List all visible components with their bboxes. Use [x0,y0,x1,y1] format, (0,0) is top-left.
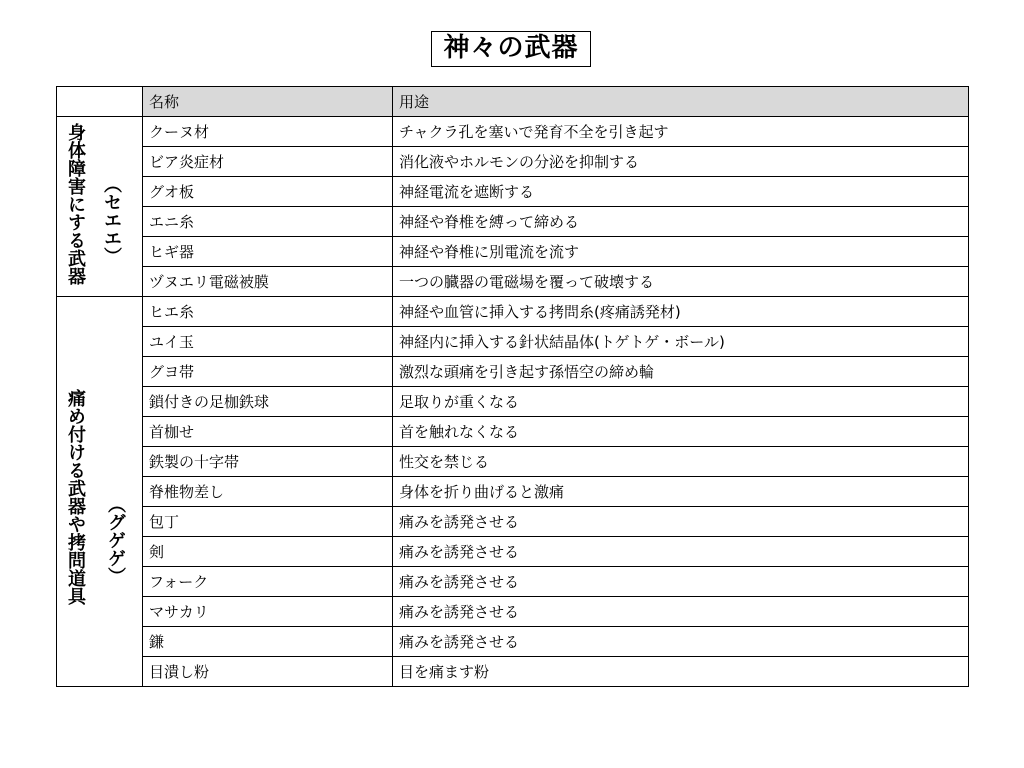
table-row [57,507,969,537]
table-row [57,357,969,387]
table-row [57,297,969,327]
weapon-name: ヒエ糸 [143,297,393,327]
table-row [57,327,969,357]
category-label: 痛め付ける武器や拷問道具 [65,389,86,605]
weapon-use: 首を触れなくなる [393,417,969,447]
weapon-name: 脊椎物差し [143,477,393,507]
weapon-name: ヒギ器 [143,237,393,267]
category-sublabel: （セエエ） [101,175,122,265]
weapon-name: エニ糸 [143,207,393,237]
table-row [57,447,969,477]
table-row [57,657,969,687]
page-title: 神々の武器 [431,31,591,67]
weapon-name: 鎖付きの足枷鉄球 [143,387,393,417]
weapon-name: ユイ玉 [143,327,393,357]
weapon-name: グヨ帯 [143,357,393,387]
category-sublabel: （グゲゲ） [105,495,126,585]
table-row [57,627,969,657]
category-cell-torture [57,297,143,687]
weapon-name: ビア炎症材 [143,147,393,177]
header-corner [57,87,143,117]
weapon-name: 首枷せ [143,417,393,447]
weapon-use: 目を痛ます粉 [393,657,969,687]
table-row [57,267,969,297]
weapon-use: 神経電流を遮断する [393,177,969,207]
weapon-name: 剣 [143,537,393,567]
table-row [57,477,969,507]
table-header-row [57,87,969,117]
weapon-use: 激烈な頭痛を引き起す孫悟空の締め輪 [393,357,969,387]
weapon-use: 神経内に挿入する針状結晶体(トゲトゲ・ボール) [393,327,969,357]
table-row [57,597,969,627]
weapon-use: 性交を禁じる [393,447,969,477]
weapon-use: 消化液やホルモンの分泌を抑制する [393,147,969,177]
weapon-use: 痛みを誘発させる [393,507,969,537]
table-row [57,207,969,237]
weapon-name: 目潰し粉 [143,657,393,687]
table-row [57,537,969,567]
table-row [57,147,969,177]
category-cell-disabling [57,117,143,297]
weapon-name: 包丁 [143,507,393,537]
weapon-use: 足取りが重くなる [393,387,969,417]
weapon-use: 神経や血管に挿入する拷問糸(疼痛誘発材) [393,297,969,327]
weapon-use: 痛みを誘発させる [393,597,969,627]
weapon-name: クーヌ材 [143,117,393,147]
weapon-name: 鉄製の十字帯 [143,447,393,477]
weapon-use: 痛みを誘発させる [393,567,969,597]
weapon-use: 痛みを誘発させる [393,627,969,657]
table-row [57,237,969,267]
weapon-use: 一つの臓器の電磁場を覆って破壊する [393,267,969,297]
header-use: 用途 [393,87,969,117]
weapon-name: グオ板 [143,177,393,207]
weapon-name: マサカリ [143,597,393,627]
header-name: 名称 [143,87,393,117]
weapon-use: 身体を折り曲げると激痛 [393,477,969,507]
weapon-use: 神経や脊椎を縛って締める [393,207,969,237]
weapon-name: 鎌 [143,627,393,657]
weapon-name: ヅヌエリ電磁被膜 [143,267,393,297]
table-row [57,117,969,147]
weapon-use: 神経や脊椎に別電流を流す [393,237,969,267]
table-row [57,387,969,417]
weapon-name: フォーク [143,567,393,597]
table-row [57,567,969,597]
weapon-use: 痛みを誘発させる [393,537,969,567]
weapon-use: チャクラ孔を塞いで発育不全を引き起す [393,117,969,147]
weapons-table [56,86,969,687]
category-label: 身体障害にする武器 [65,123,86,285]
table-row [57,417,969,447]
table-row [57,177,969,207]
